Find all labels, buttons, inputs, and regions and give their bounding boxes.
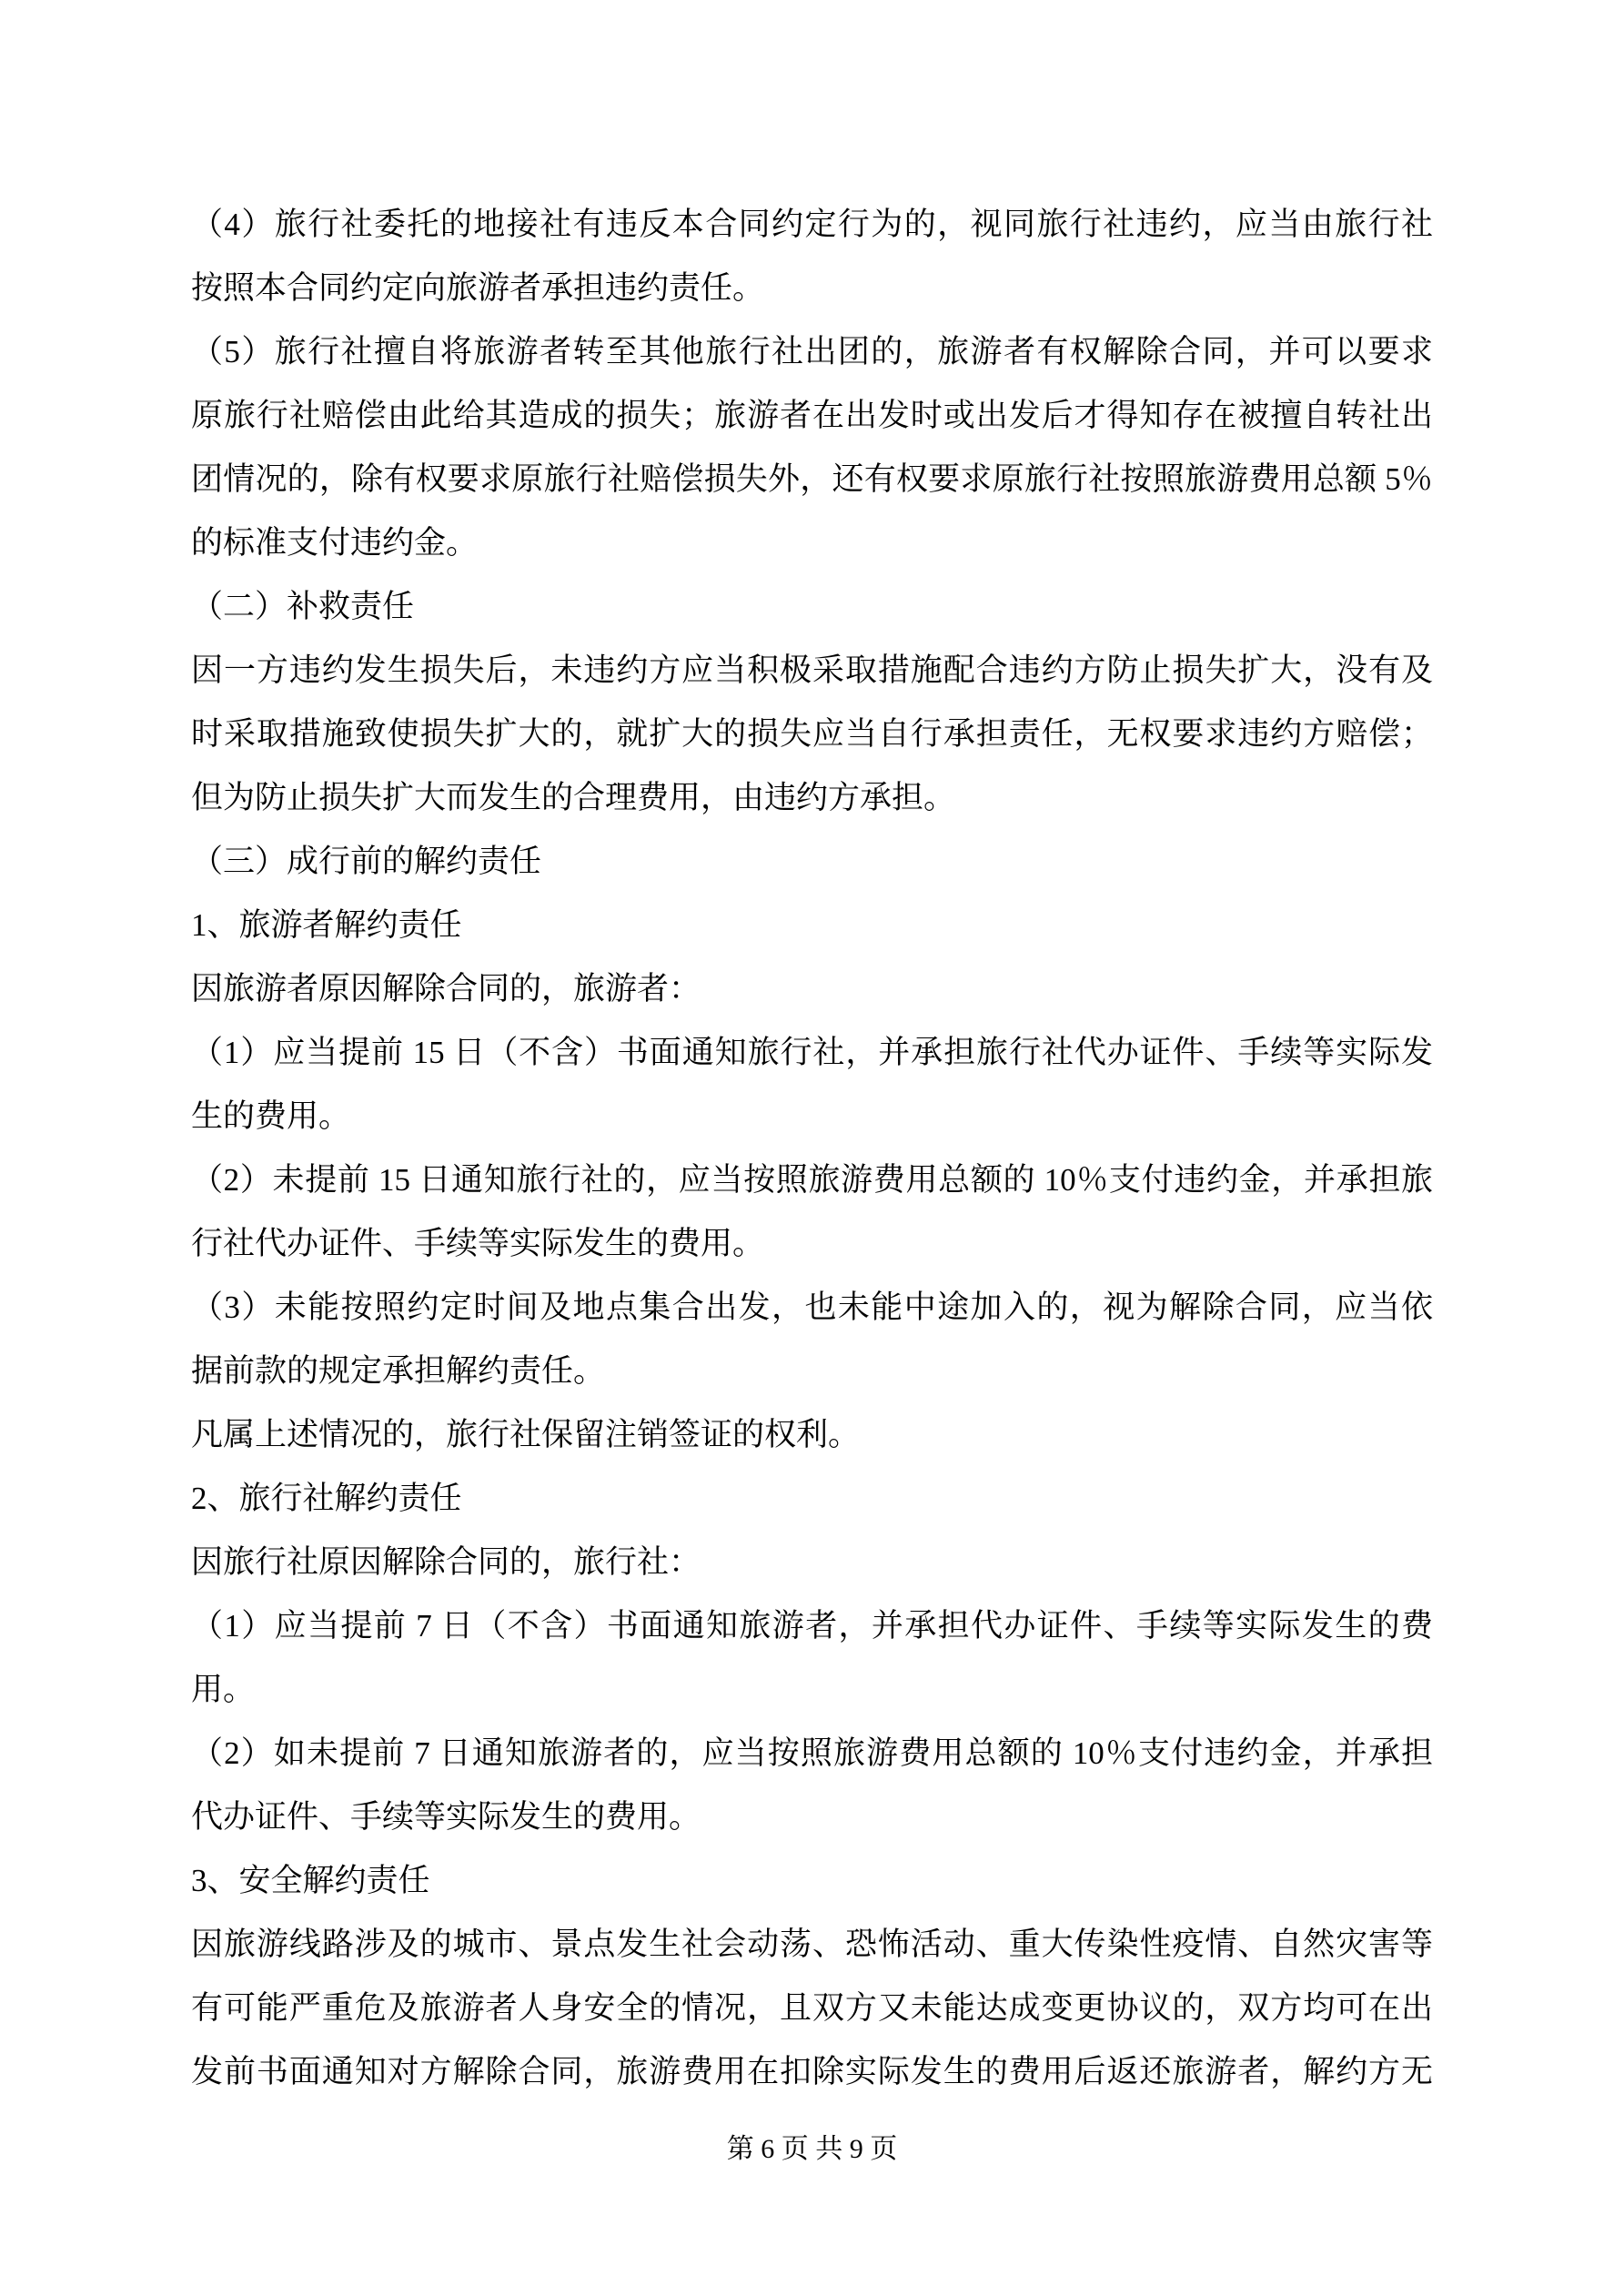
text-line: （2）如未提前 7 日通知旅游者的，应当按照旅游费用总额的 10％支付违约金，并承担 [191, 1735, 1433, 1771]
text-line: 据前款的规定承担解约责任。 [191, 1353, 606, 1389]
text-line: 3、安全解约责任 [191, 1863, 430, 1898]
text-line: 原旅行社赔偿由此给其造成的损失；旅游者在出发时或出发后才得知存在被擅自转社出 [191, 398, 1433, 433]
text-line: （4）旅行社委托的地接社有违反本合同约定行为的，视同旅行社违约，应当由旅行社 [191, 207, 1433, 242]
text-line: 因旅游线路涉及的城市、景点发生社会动荡、恐怖活动、重大传染性疫情、自然灾害等 [191, 1927, 1433, 1962]
text-line: （5）旅行社擅自将旅游者转至其他旅行社出团的，旅游者有权解除合同，并可以要求 [191, 334, 1433, 369]
text-line: （三）成行前的解约责任 [191, 844, 542, 879]
text-line: （3）未能按照约定时间及地点集合出发，也未能中途加入的，视为解除合同，应当依 [191, 1290, 1433, 1325]
text-line: 但为防止损失扩大而发生的合理费用，由违约方承担。 [191, 780, 956, 815]
text-line: 行社代办证件、手续等实际发生的费用。 [191, 1226, 765, 1261]
text-line: 凡属上述情况的，旅行社保留注销签证的权利。 [191, 1417, 861, 1452]
text-line: 因一方违约发生损失后，未违约方应当积极采取措施配合违约方防止损失扩大，没有及 [191, 652, 1433, 688]
text-line: 发前书面通知对方解除合同，旅游费用在扣除实际发生的费用后返还旅游者，解约方无 [191, 2054, 1433, 2089]
text-line: 2、旅行社解约责任 [191, 1481, 462, 1516]
document-body [191, 193, 1433, 2104]
text-line: 1、旅游者解约责任 [191, 907, 462, 943]
text-line: （1）应当提前 7 日（不含）书面通知旅游者，并承担代办证件、手续等实际发生的费 [191, 1608, 1433, 1644]
text-line: 时采取措施致使损失扩大的，就扩大的损失应当自行承担责任，无权要求违约方赔偿； [191, 716, 1433, 752]
text-line: 生的费用。 [191, 1098, 351, 1134]
text-line: 因旅行社原因解除合同的，旅行社： [191, 1544, 701, 1580]
text-line: 代办证件、手续等实际发生的费用。 [191, 1799, 701, 1835]
text-line: 的标准支付违约金。 [191, 525, 479, 561]
text-line: 有可能严重危及旅游者人身安全的情况，且双方又未能达成变更协议的，双方均可在出 [191, 1990, 1433, 2026]
text-line: （1）应当提前 15 日（不含）书面通知旅行社，并承担旅行社代办证件、手续等实际发 [191, 1035, 1433, 1070]
text-line: （2）未提前 15 日通知旅行社的，应当按照旅游费用总额的 10％支付违约金，并承担旅 [191, 1162, 1433, 1198]
page-number-footer: 第 6 页 共 9 页 [726, 2134, 898, 2164]
text-line: 按照本合同约定向旅游者承担违约责任。 [191, 270, 765, 306]
text-line: 用。 [191, 1672, 256, 1707]
text-line: （二）补救责任 [191, 589, 415, 624]
text-line: 团情况的，除有权要求原旅行社赔偿损失外，还有权要求原旅行社按照旅游费用总额 5％ [191, 461, 1433, 497]
text-line: 因旅游者原因解除合同的，旅游者： [191, 971, 701, 1006]
